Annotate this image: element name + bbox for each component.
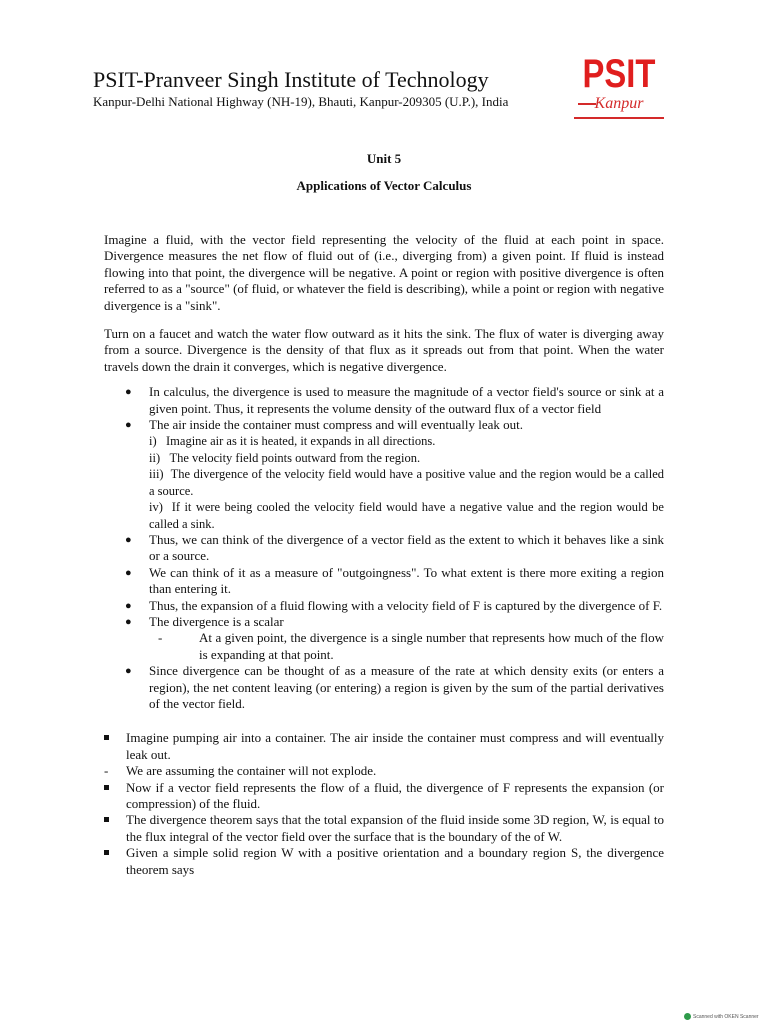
dash-icon: -: [104, 763, 109, 779]
dash-item: [149, 630, 664, 663]
list-item: [104, 780, 664, 813]
list-item: [104, 763, 664, 779]
list-item: [104, 663, 664, 712]
sub-list-item: iii) The divergence of the velocity field would have a positive value and the region would be a called a source.: [149, 467, 664, 498]
list-item-text: The divergence is a scalar: [149, 613, 284, 629]
list-item: [104, 565, 664, 598]
scanner-logo-icon: [684, 1013, 691, 1020]
list-item: [104, 598, 664, 614]
sub-list-item: i) Imagine air as it is heated, it expands in all directions.: [149, 434, 436, 449]
list-item-text: Now if a vector field represents the flow of a fluid, the divergence of F represents the expansion (or compression) of the fluid.: [126, 779, 664, 811]
list-item-text: Since divergence can be thought of as a measure of the rate at which density exits (or enters a region), the net content leaving (or entering) a region is given by the sum of the partial derivatives of the vector field.: [149, 663, 664, 711]
logo-subtitle: Kanpur: [594, 95, 644, 112]
scanner-watermark-text: Scanned with OKEN Scanner: [693, 1013, 759, 1020]
list-item-text: We are assuming the container will not explode.: [126, 763, 377, 779]
list-item: [104, 812, 664, 845]
list-item: [104, 614, 664, 663]
list-item-text: Thus, the expansion of a fluid flowing with a velocity field of F is captured by the divergence of F.: [149, 597, 663, 613]
list-item-text: The divergence theorem says that the total expansion of the fluid inside some 3D region, W, is equal to the flux integral of the vector field over the surface that is the boundary of the of W.: [126, 812, 664, 844]
bullet-icon: ●: [125, 566, 132, 579]
square-bullet-icon: [104, 817, 109, 822]
list-item: [104, 845, 664, 878]
list-item-text: In calculus, the divergence is used to measure the magnitude of a vector field's source or sink at a given point. Thus, it represents the volume density of the outward flux of a vector field: [149, 384, 664, 416]
list-item: [104, 532, 664, 565]
paragraph: Imagine a fluid, with the vector field representing the velocity of the fluid at each point in space. Divergence measures the net flow of fluid out of (i.e., diverging from) a given point. If fluid is instead flowing into that point, the divergence will be negative. A point or region with positive divergence is often referred to as a "source" (of fluid, or whatever the field is describing), while a point or region with negative divergence is a "sink".: [104, 232, 664, 313]
bullet-list: [104, 384, 664, 712]
scanner-watermark: [684, 1013, 759, 1020]
list-item: [104, 417, 664, 532]
bullet-icon: ●: [125, 599, 132, 612]
sub-list-item: iv) If it were being cooled the velocity field would have a negative value and the region would be called a sink.: [149, 500, 664, 531]
bullet-icon: ●: [125, 615, 132, 628]
list-item-text: The air inside the container must compress and will eventually leak out.: [149, 417, 524, 433]
square-bullet-list: [104, 730, 664, 878]
institute-name: PSIT-Pranveer Singh Institute of Technology: [93, 67, 489, 92]
dash-item-text: At a given point, the divergence is a single number that represents how much of the flow is expanding at that point.: [199, 630, 664, 662]
paragraph: Turn on a faucet and watch the water flow outward as it hits the sink. The flux of water is diverging away from a source. Divergence is the density of that flux as it spreads out from that point. When the water travels down the drain it converges, which is negative divergence.: [104, 326, 664, 374]
list-item: [104, 384, 664, 417]
bullet-icon: ●: [125, 419, 132, 432]
unit-heading: Unit 5: [366, 151, 402, 166]
psit-logo: [572, 54, 666, 122]
sub-list: [149, 433, 664, 531]
list-item-text: Given a simple solid region W with a positive orientation and a boundary region S, the divergence theorem says: [126, 845, 664, 877]
list-item-text: Imagine pumping air into a container. The air inside the container must compress and will eventually leak out.: [126, 730, 664, 762]
list-item-text: Thus, we can think of the divergence of a vector field as the extent to which it behaves like a sink or a source.: [149, 531, 664, 564]
bullet-icon: ●: [125, 533, 132, 546]
square-bullet-icon: [104, 735, 109, 740]
square-bullet-icon: [104, 850, 109, 855]
list-item: [104, 730, 664, 763]
bullet-icon: ●: [125, 665, 132, 678]
bullet-icon: ●: [125, 386, 132, 399]
logo-line-bottom: [574, 117, 664, 119]
dash-icon: -: [158, 630, 163, 646]
list-item-text: We can think of it as a measure of "outgoingness". To what extent is there more exiting a region than entering it.: [149, 564, 664, 597]
document-body: [104, 232, 664, 878]
logo-text: PSIT: [582, 52, 656, 96]
institute-address: Kanpur-Delhi National Highway (NH-19), Bhauti, Kanpur-209305 (U.P.), India: [93, 94, 509, 109]
document-title: Applications of Vector Calculus: [296, 178, 472, 193]
sub-list-item: ii) The velocity field points outward from the region.: [149, 450, 421, 465]
square-bullet-icon: [104, 785, 109, 790]
